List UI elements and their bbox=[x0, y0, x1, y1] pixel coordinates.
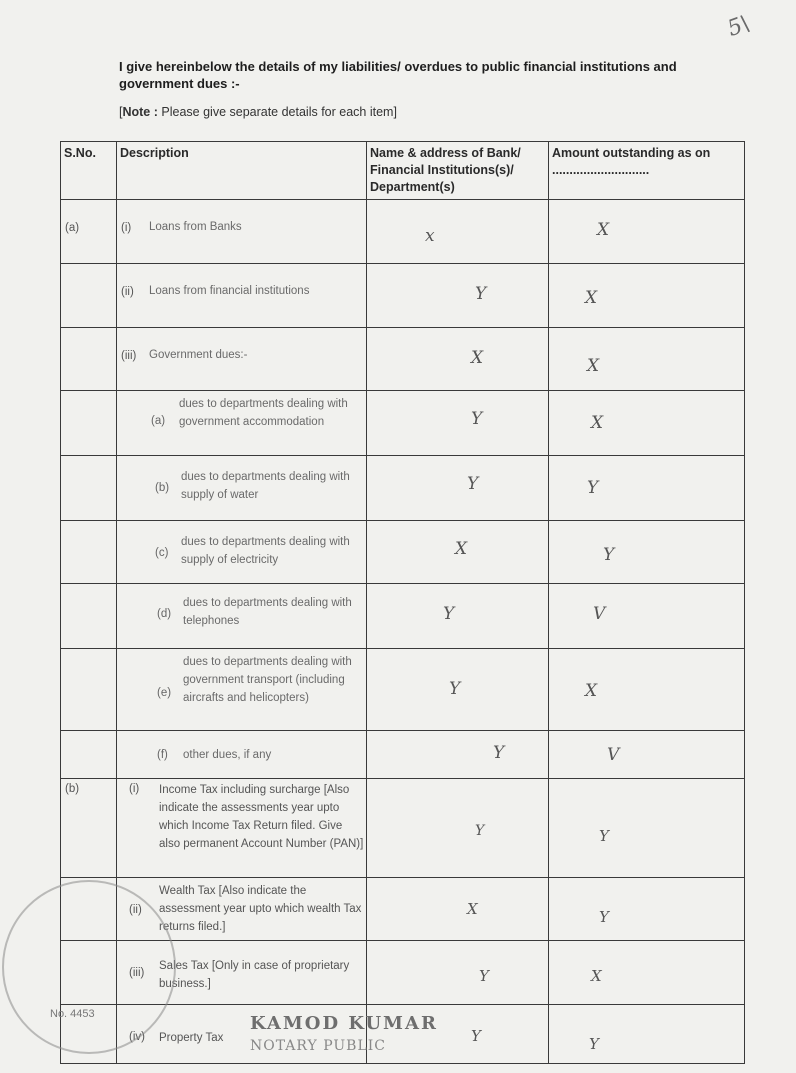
amount-handwritten-mark: X bbox=[587, 356, 600, 376]
amount-handwritten-mark: X bbox=[591, 967, 602, 985]
amount-handwritten-mark: X bbox=[585, 681, 598, 701]
section-a-label: (a) bbox=[65, 222, 80, 234]
table-row bbox=[61, 521, 745, 584]
bank-handwritten-mark: X bbox=[467, 900, 478, 918]
sub-item-label: dues to departments dealing with government transport (including aircrafts and helicopters) bbox=[183, 656, 352, 704]
note-text: Please give separate details for each item] bbox=[161, 105, 397, 119]
table-row bbox=[61, 584, 745, 649]
bank-handwritten-mark: X bbox=[455, 539, 468, 559]
note-open-bracket: [ bbox=[119, 105, 123, 119]
intro-statement: I give hereinbelow the details of my liabilities/ overdues to public financial institutions and government dues :- bbox=[119, 59, 677, 91]
notary-name-stamp: KAMOD KUMAR bbox=[250, 1013, 438, 1034]
sub-item-label: other dues, if any bbox=[183, 749, 272, 761]
sub-item-label: dues to departments dealing with supply of water bbox=[181, 471, 350, 501]
section-b-label: (b) bbox=[65, 783, 80, 795]
table-row bbox=[61, 391, 745, 456]
header-amount: Amount outstanding as on ............................ bbox=[549, 142, 745, 200]
note-line bbox=[119, 105, 397, 119]
sub-item-letter: (f) bbox=[157, 749, 168, 761]
item-number: (ii) bbox=[121, 286, 134, 298]
amount-handwritten-mark: X bbox=[591, 413, 604, 433]
item-number: (ii) bbox=[129, 904, 142, 916]
amount-handwritten-mark: Y bbox=[599, 908, 609, 926]
table-row bbox=[61, 328, 745, 391]
sub-item-letter: (b) bbox=[155, 482, 170, 494]
table-row bbox=[61, 200, 745, 264]
amount-handwritten-mark: V bbox=[593, 604, 606, 624]
item-label: Wealth Tax [Also indicate the assessment year upto which wealth Tax returns filed.] bbox=[159, 885, 362, 933]
bank-handwritten-mark: x bbox=[425, 226, 435, 246]
note-label: Note : bbox=[122, 105, 158, 119]
table-row bbox=[61, 649, 745, 731]
amount-handwritten-mark: Y bbox=[599, 827, 609, 845]
table-row bbox=[61, 456, 745, 521]
table-row bbox=[61, 264, 745, 328]
sub-item-letter: (e) bbox=[157, 687, 172, 699]
sub-item-letter: (a) bbox=[151, 415, 166, 427]
sub-item-label: dues to departments dealing with telephones bbox=[183, 597, 352, 627]
header-bank: Name & address of Bank/ Financial Institutions(s)/ Department(s) bbox=[367, 142, 549, 200]
item-label: Sales Tax [Only in case of proprietary business.] bbox=[159, 960, 350, 990]
header-description: Description bbox=[117, 142, 367, 200]
sub-item-letter: (d) bbox=[157, 608, 172, 620]
item-label: Loans from Banks bbox=[149, 221, 242, 233]
item-number: (iii) bbox=[121, 350, 137, 362]
item-label: Property Tax bbox=[159, 1032, 224, 1044]
item-number: (iii) bbox=[129, 967, 145, 979]
amount-handwritten-mark: X bbox=[585, 288, 598, 308]
item-label: Loans from financial institutions bbox=[149, 285, 310, 297]
table-row bbox=[61, 779, 745, 878]
item-number: (iv) bbox=[129, 1031, 145, 1043]
notary-title-stamp: NOTARY PUBLIC bbox=[250, 1038, 387, 1054]
amount-handwritten-mark: Y bbox=[589, 1035, 599, 1053]
bank-handwritten-mark: X bbox=[471, 348, 484, 368]
item-label: Income Tax including surcharge [Also indicate the assessments year upto which Income Tax Return filed. Give also permanent Account Number (PAN)] bbox=[159, 784, 364, 850]
bank-handwritten-mark: Y bbox=[475, 823, 485, 839]
item-number: (i) bbox=[129, 783, 140, 795]
item-number: (i) bbox=[121, 222, 132, 234]
sub-item-letter: (c) bbox=[155, 547, 169, 559]
bank-handwritten-mark: Y bbox=[449, 679, 461, 699]
bank-handwritten-mark: Y bbox=[467, 474, 479, 494]
bank-handwritten-mark: Y bbox=[493, 743, 505, 763]
amount-handwritten-mark: Y bbox=[587, 478, 599, 498]
sub-item-label: dues to departments dealing with government accommodation bbox=[179, 398, 348, 428]
amount-handwritten-mark: X bbox=[597, 220, 610, 240]
bank-handwritten-mark: Y bbox=[443, 604, 455, 624]
bank-handwritten-mark: Y bbox=[479, 967, 489, 985]
table-row bbox=[61, 731, 745, 779]
header-sno: S.No. bbox=[61, 142, 117, 200]
corner-handwritten-mark: 5\ bbox=[724, 11, 754, 42]
header-row bbox=[61, 142, 745, 200]
notary-stamp-seal bbox=[2, 880, 176, 1054]
amount-handwritten-mark: Y bbox=[603, 545, 615, 565]
item-label: Government dues:- bbox=[149, 349, 248, 361]
bank-handwritten-mark: Y bbox=[475, 284, 487, 304]
bank-handwritten-mark: Y bbox=[471, 409, 483, 429]
stamp-reg-number: No. 4453 bbox=[50, 1008, 95, 1020]
sub-item-label: dues to departments dealing with supply of electricity bbox=[181, 536, 350, 566]
bank-handwritten-mark: Y bbox=[471, 1027, 481, 1045]
amount-handwritten-mark: V bbox=[607, 745, 620, 765]
